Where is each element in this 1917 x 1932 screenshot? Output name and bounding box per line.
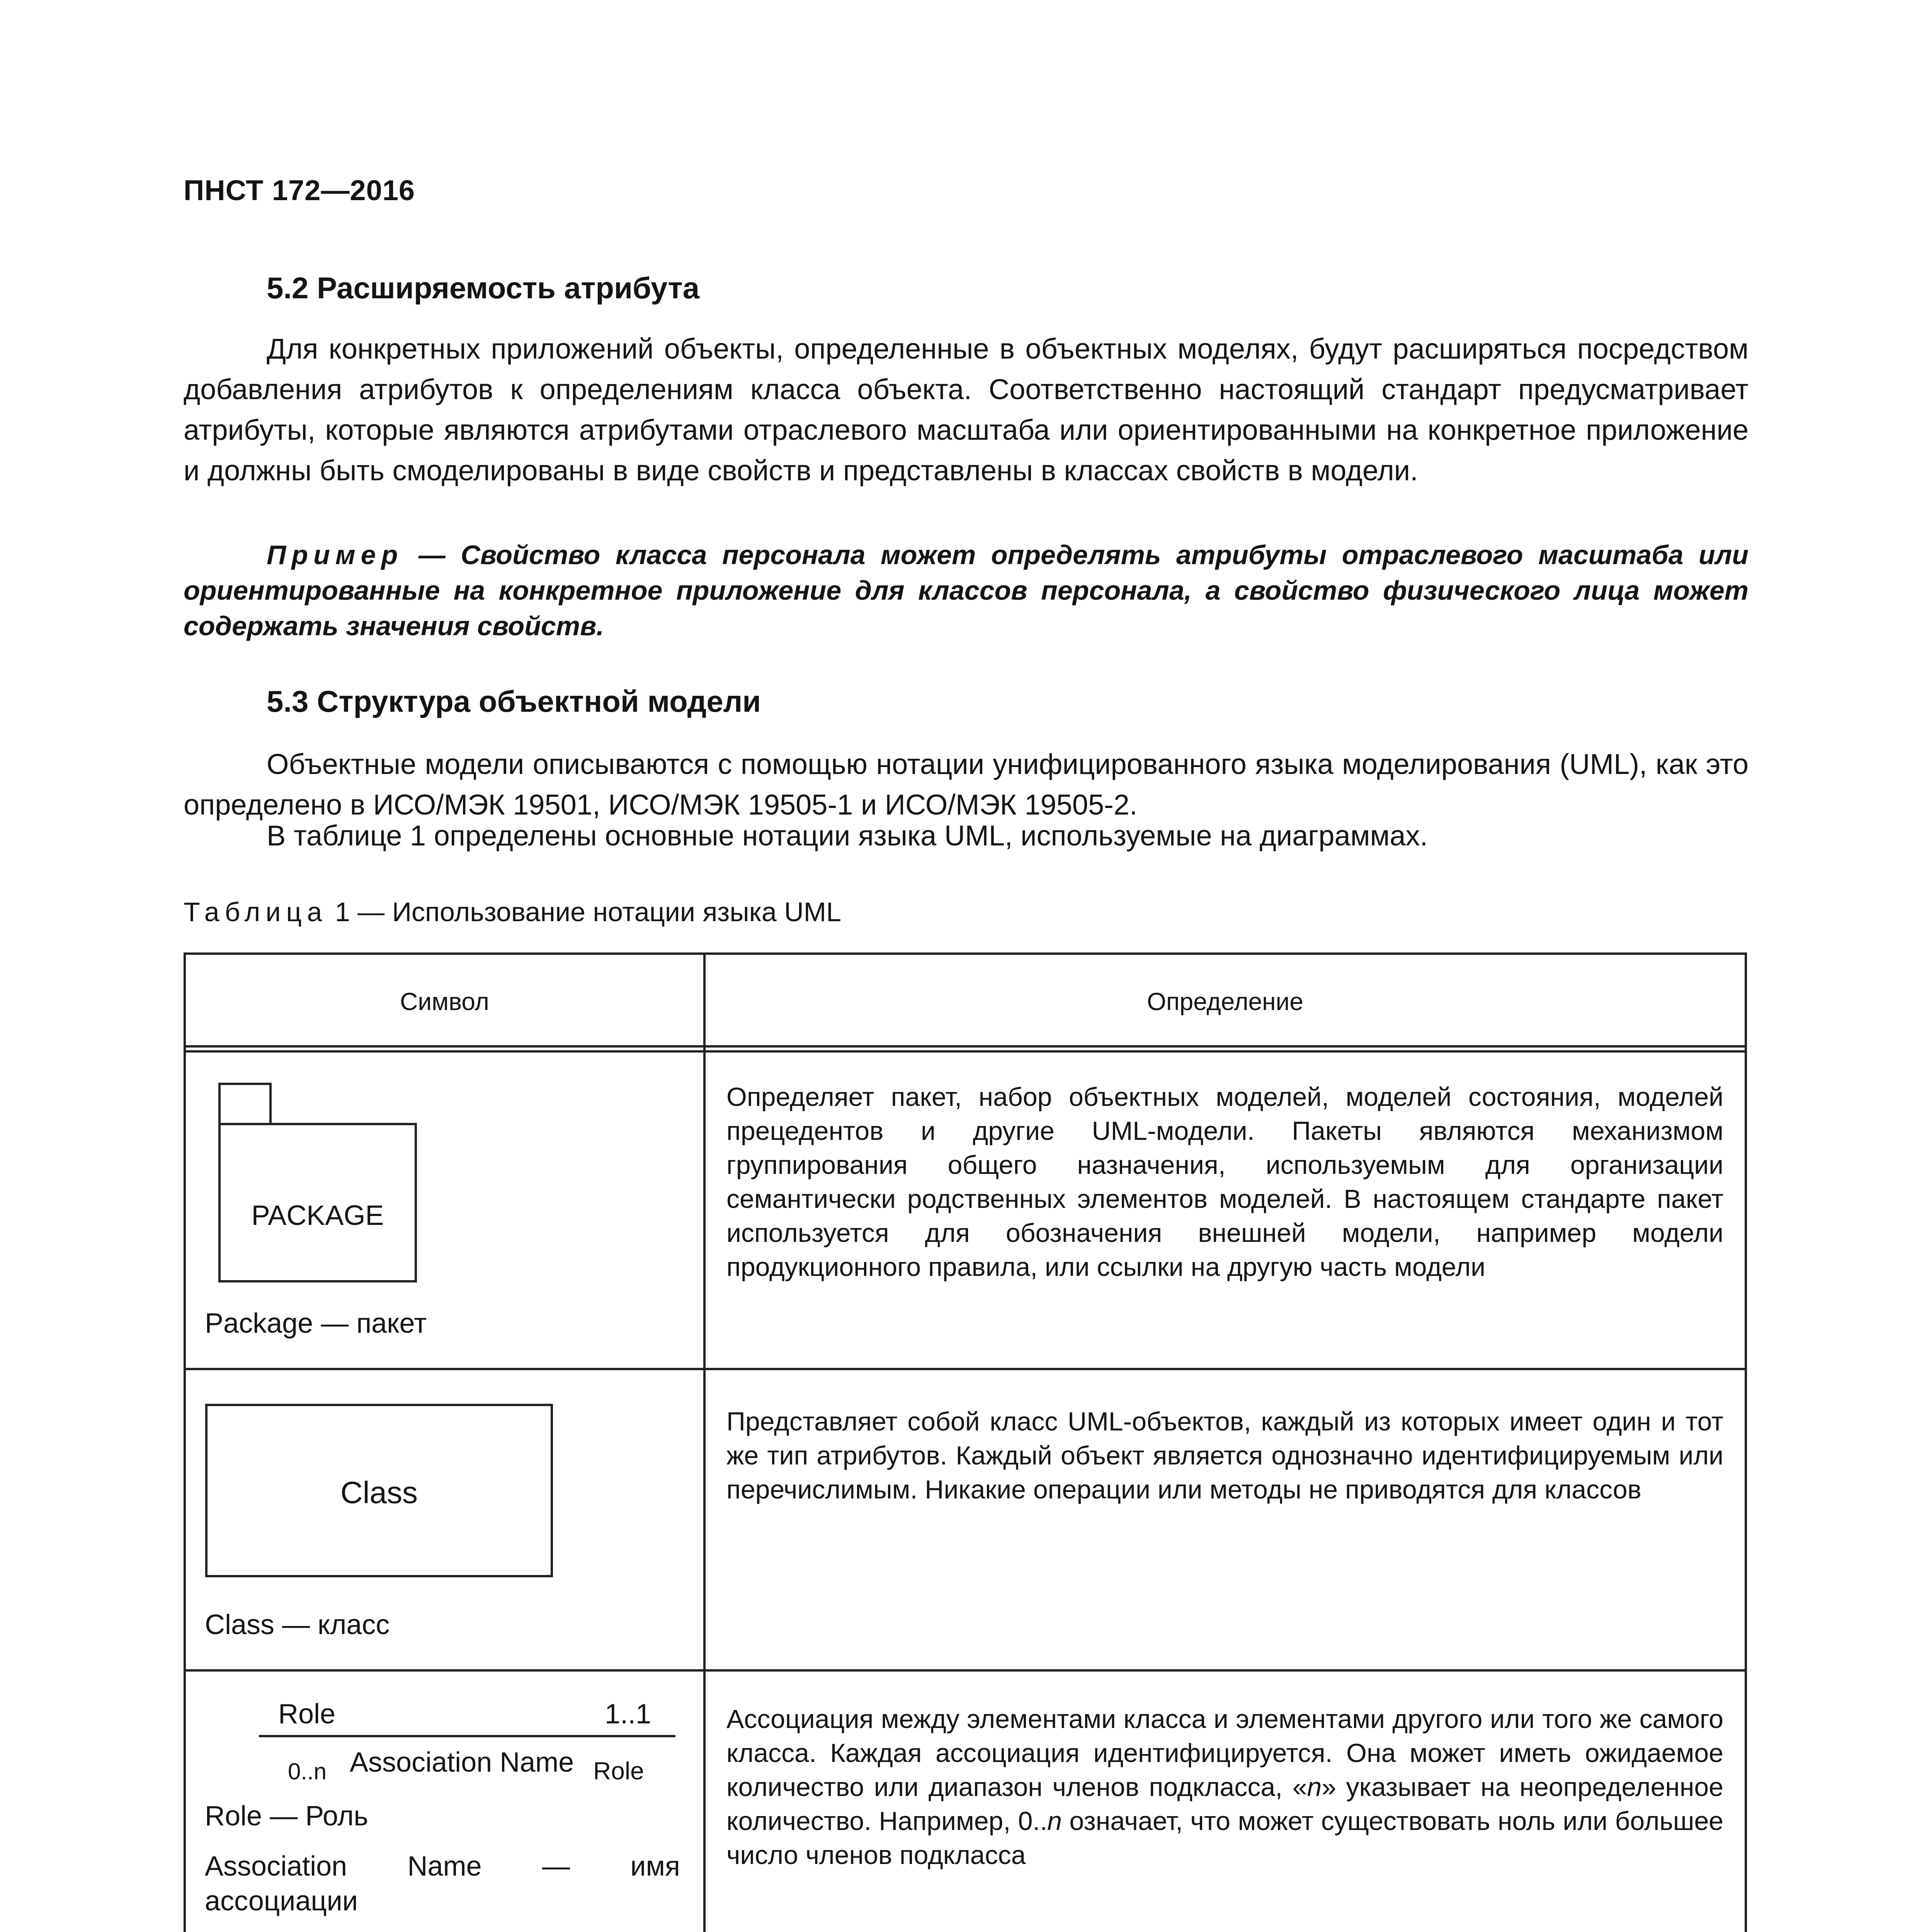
section-5-2-body: Для конкретных приложений объекты, определенные в объектных моделях, будут расширяться посредством добавления атрибутов к определениям класса объекта. Соответственно настоящий стандарт предусматривает атрибуты, которые являются атрибутами отраслевого масштаба или ориентированными на конкретное приложение и должны быть смоделированы в виде свойств и представлены в классах свойств в модели.	[184, 333, 1749, 486]
example-note	[184, 537, 1749, 644]
class-caption: Class — класс	[205, 1609, 390, 1640]
table-caption	[184, 896, 841, 927]
association-name: Association Name	[350, 1747, 574, 1778]
association-name-caption: Association Name — имя ассоциации	[205, 1851, 680, 1917]
table-header-divider-double	[184, 1050, 1747, 1053]
example-label: Пример	[267, 540, 403, 570]
association-multiplicity-left: 0..n	[288, 1759, 327, 1784]
association-definition-part-1: Ассоциация между элементами класса и элементами другого или того же самого класса. Каждая ассоциация идентифицируется. Она может иметь ожидаемое количество или диапазон членов подкласса, «	[726, 1704, 1723, 1802]
package-definition: Определяет пакет, набор объектных моделей, моделей состояния, моделей прецедентов и другие UML-модели. Пакеты являются механизмом группирования общего назначения, используемым для организации семантически родственных элементов моделей. В настоящем стандарте пакет используется для обозначения внешней модели, например модели продукционного правила, или ссылки на другую часть модели	[726, 1082, 1723, 1282]
association-definition-part-3: означает, что может существовать ноль или большее число членов подкласса	[726, 1806, 1723, 1870]
association-definition-n: n	[1047, 1806, 1062, 1836]
association-symbol-icon	[205, 1689, 692, 1804]
association-role-right: Role	[593, 1757, 644, 1785]
table-caption-label: Таблица	[184, 897, 328, 927]
table-column-divider	[703, 952, 706, 1932]
package-symbol-label: PACKAGE	[251, 1200, 384, 1231]
package-symbol-icon	[216, 1082, 425, 1291]
package-caption: Package — пакет	[205, 1308, 427, 1339]
column-header-definition: Определение	[1147, 988, 1303, 1015]
table-border-right	[1745, 952, 1747, 1932]
association-definition-n: n	[1307, 1772, 1322, 1802]
section-5-2-title: 5.2 Расширяемость атрибута	[267, 271, 700, 305]
table-header-divider	[184, 1045, 1747, 1048]
table-caption-text: 1 — Использование нотации языка UML	[327, 897, 842, 927]
table-row-divider	[184, 1368, 1747, 1370]
role-caption: Role — Роль	[205, 1801, 368, 1832]
table-row-divider	[184, 1669, 1747, 1672]
column-header-symbol: Символ	[400, 988, 489, 1015]
association-multiplicity-right: 1..1	[605, 1699, 651, 1730]
table-border-left	[184, 952, 186, 1932]
example-text: — Свойство класса персонала может определять атрибуты отраслевого масштаба или ориентированные на конкретное приложение для классов персонала, а свойство физического лица может содержать значения свойств.	[184, 540, 1749, 641]
section-5-3-body-2: В таблице 1 определены основные нотации языка UML, используемые на диаграммах.	[267, 820, 1428, 852]
association-role-left: Role	[278, 1699, 336, 1730]
class-definition: Представляет собой класс UML-объектов, каждый из которых имеет один и тот же тип атрибутов. Каждый объект является однозначно идентифицируемым или перечислимым. Никакие операции или методы не приводятся для классов	[726, 1407, 1723, 1504]
association-definition	[726, 1702, 1723, 1872]
class-symbol-label: Class	[340, 1475, 418, 1510]
class-symbol-icon	[199, 1399, 558, 1584]
section-5-3-body-1: Объектные модели описываются с помощью нотации унифицированного языка моделирования (UML), как это определено в ИСО/МЭК 19501, ИСО/МЭК 19505-1 и ИСО/МЭК 19505-2.	[184, 748, 1749, 821]
section-5-3-title: 5.3 Структура объектной модели	[267, 684, 761, 718]
document-id: ПНСТ 172—2016	[184, 174, 415, 206]
table-border-top	[184, 952, 1747, 955]
association-definition-part-2: » указывает на неопределенное количество. Например, 0..	[726, 1772, 1723, 1836]
